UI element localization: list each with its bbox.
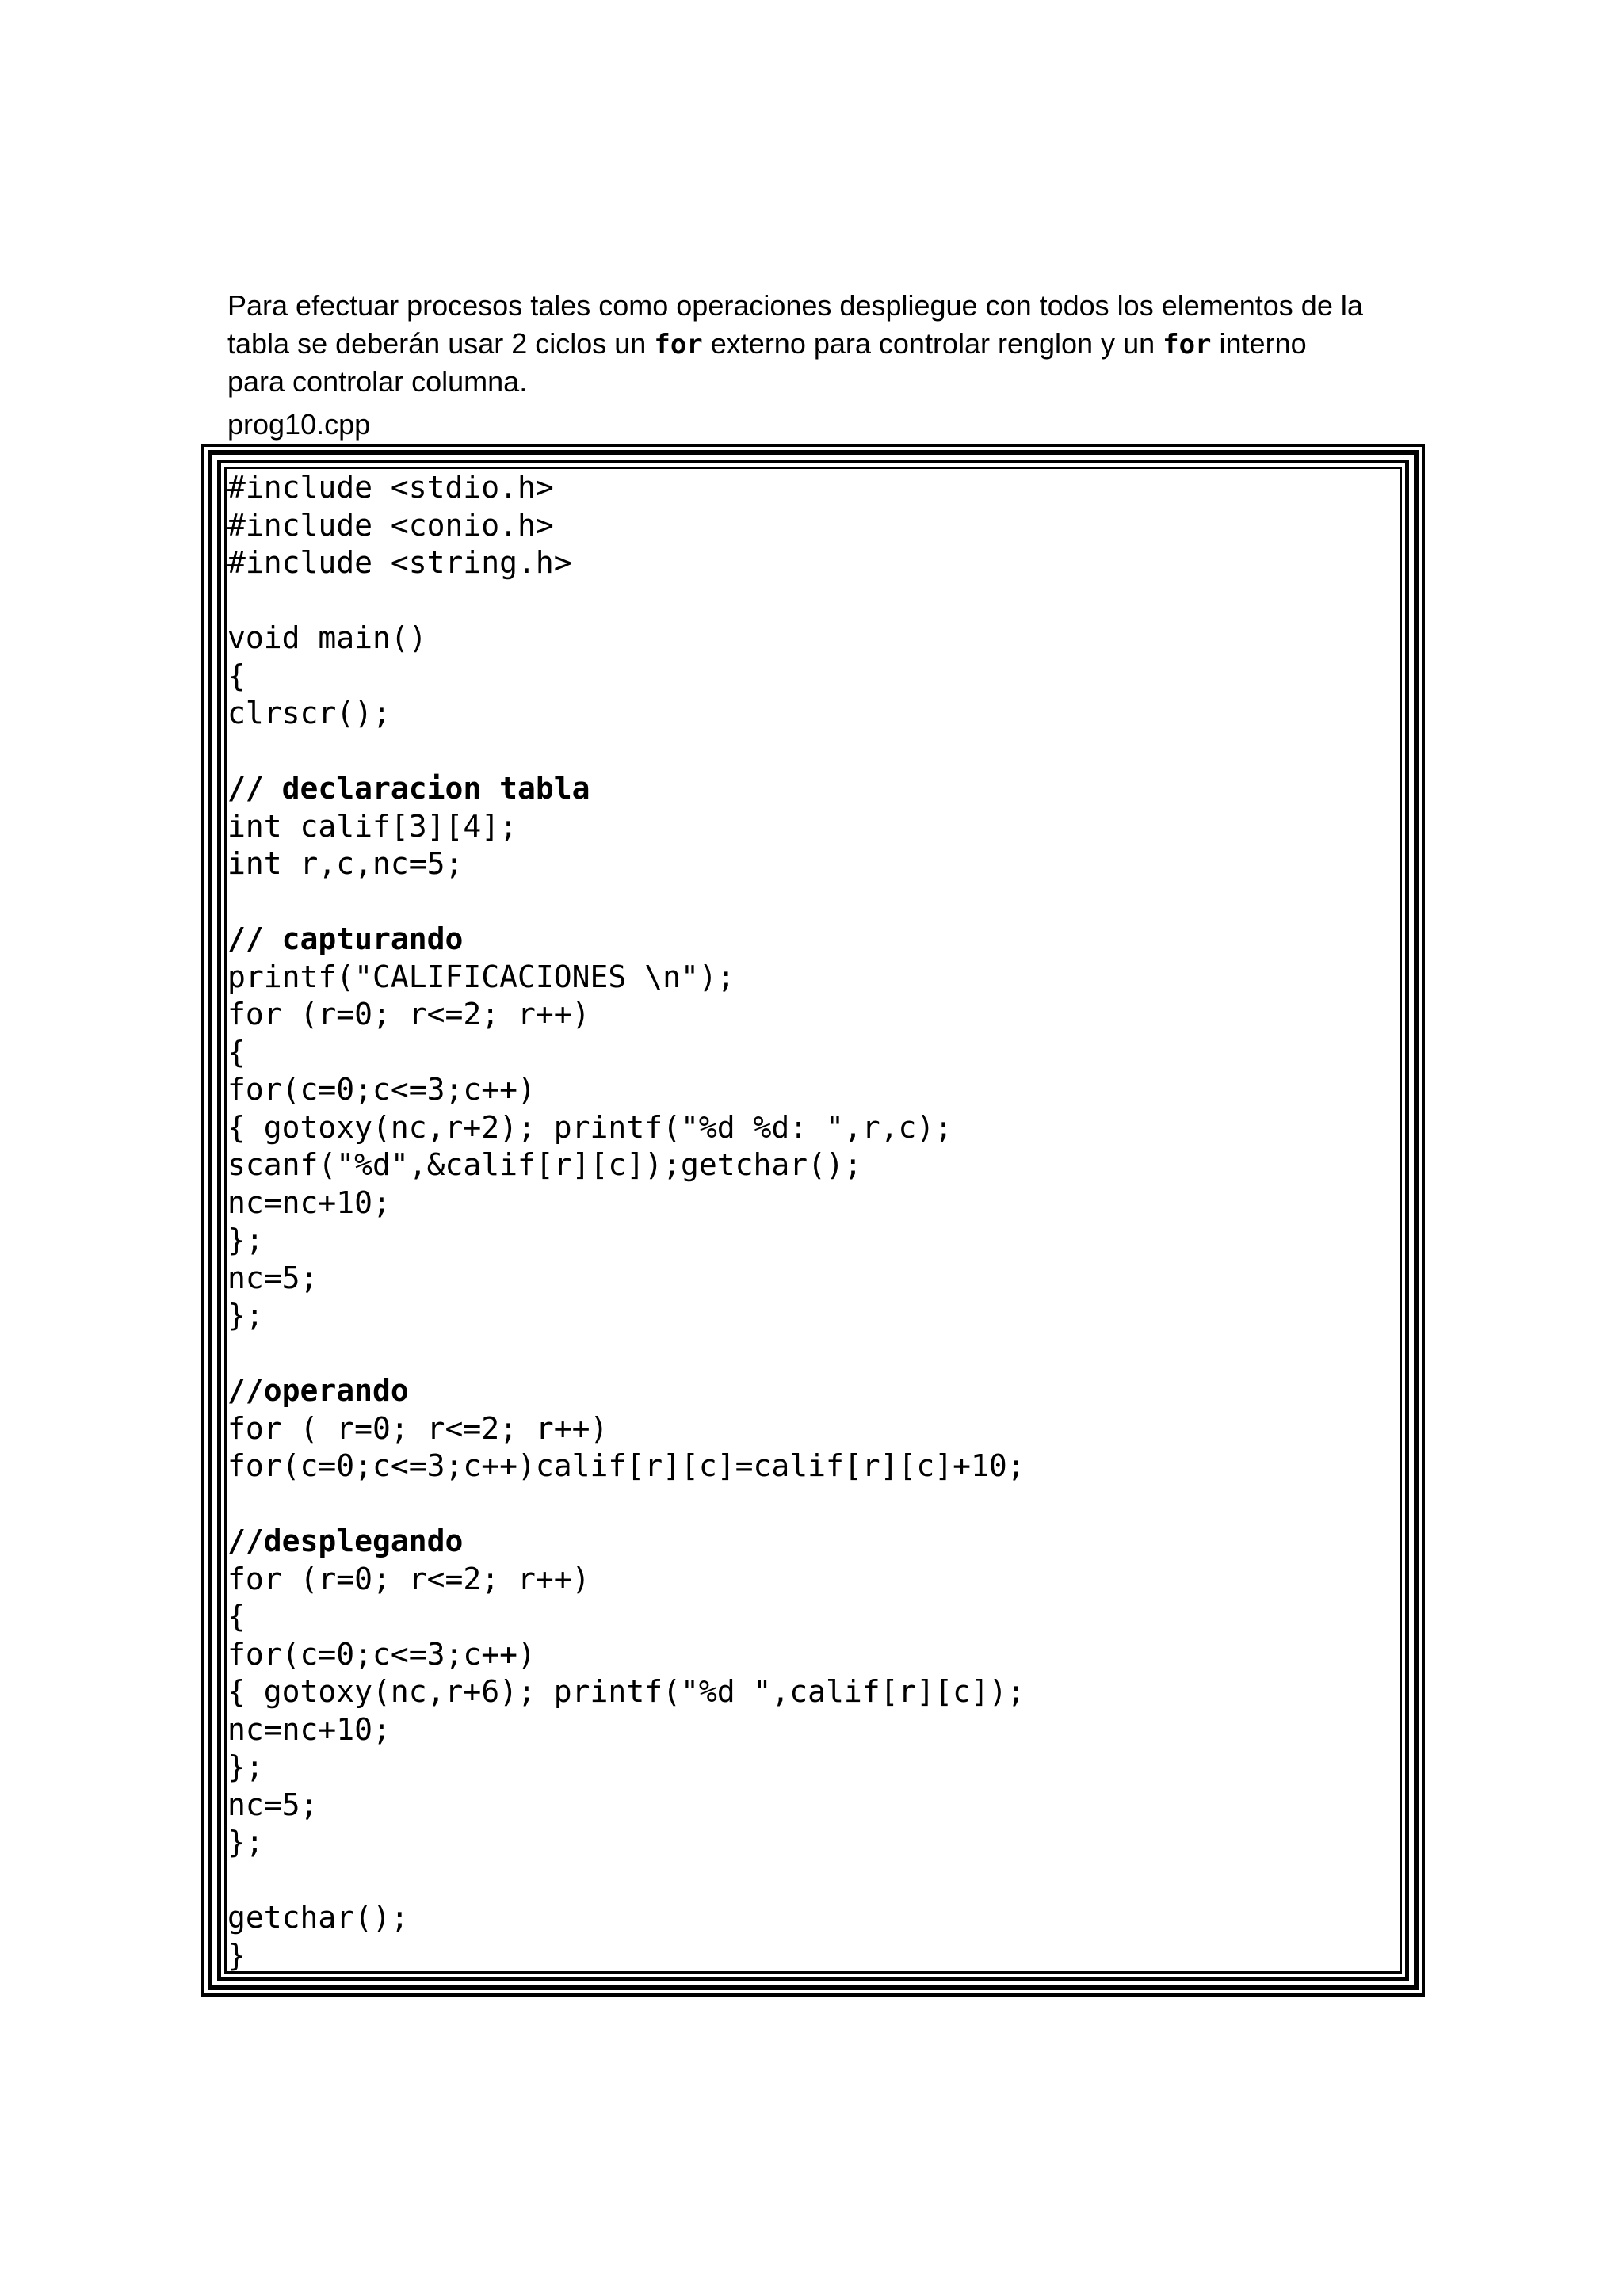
code-line: int calif[3][4]; [227, 808, 518, 844]
code-line: int r,c,nc=5; [227, 846, 464, 881]
code-line: for (r=0; r<=2; r++) [227, 997, 590, 1032]
code-line: clrscr(); [227, 696, 391, 730]
code-line: #include <stdio.h> [227, 470, 554, 505]
code-line: nc=5; [227, 1260, 319, 1295]
intro-text: interno [1211, 327, 1307, 360]
intro-text: para controlar columna. [227, 365, 528, 398]
code-line: #include <conio.h> [227, 507, 554, 543]
intro-text: externo para controlar renglon y un [702, 327, 1163, 360]
intro-line-3 [227, 363, 1464, 401]
for-keyword: for [654, 329, 703, 360]
code-line: { [227, 1599, 246, 1634]
code-line: for (r=0; r<=2; r++) [227, 1561, 590, 1596]
code-line: { gotoxy(nc,r+2); printf("%d %d: ",r,c); [227, 1109, 953, 1145]
code-line: for(c=0;c<=3;c++)calif[r][c]=calif[r][c]+10; [227, 1448, 1025, 1483]
code-line: }; [227, 1298, 264, 1333]
code-line [227, 883, 1025, 921]
code-line: void main() [227, 620, 427, 655]
code-line [227, 1335, 1025, 1373]
code-line [227, 733, 1025, 771]
code-line: #include <string.h> [227, 545, 572, 580]
code-line: printf("CALIFICACIONES \n"); [227, 959, 735, 994]
code-line: nc=nc+10; [227, 1711, 391, 1747]
intro-text: tabla se deberán usar 2 ciclos un [227, 327, 655, 360]
code-line: { [227, 1034, 246, 1070]
code-line: scanf("%d",&calif[r][c]);getchar(); [227, 1147, 862, 1182]
for-keyword: for [1163, 329, 1212, 360]
code-comment-line: //operando [227, 1373, 409, 1408]
code-comment-line: //desplegando [227, 1524, 464, 1558]
code-line: }; [227, 1825, 264, 1859]
code-line: for(c=0;c<=3;c++) [227, 1072, 536, 1107]
code-line: { [227, 658, 246, 693]
code-line [227, 1486, 1025, 1524]
code-line: getchar(); [227, 1900, 409, 1935]
file-name: prog10.cpp [227, 408, 371, 441]
code-line: nc=nc+10; [227, 1184, 391, 1220]
code-comment-line: // declaracion tabla [227, 771, 590, 806]
code-line: nc=5; [227, 1787, 319, 1822]
code-listing [227, 469, 1025, 1974]
code-line: }; [227, 1749, 264, 1784]
code-line: } [227, 1937, 246, 1973]
intro-line-1 [227, 287, 1464, 325]
code-comment-line: // capturando [227, 921, 464, 956]
intro-line-2 [227, 325, 1464, 363]
code-line: for ( r=0; r<=2; r++) [227, 1410, 609, 1446]
intro-paragraph [227, 287, 1464, 401]
code-line: { gotoxy(nc,r+6); printf("%d ",calif[r][c]); [227, 1674, 1025, 1709]
code-line [227, 1862, 1025, 1900]
code-line: for(c=0;c<=3;c++) [227, 1636, 536, 1672]
code-line [227, 582, 1025, 620]
code-line: }; [227, 1222, 264, 1257]
intro-text: Para efectuar procesos tales como operaciones despliegue con todos los elementos de la [227, 289, 1363, 322]
